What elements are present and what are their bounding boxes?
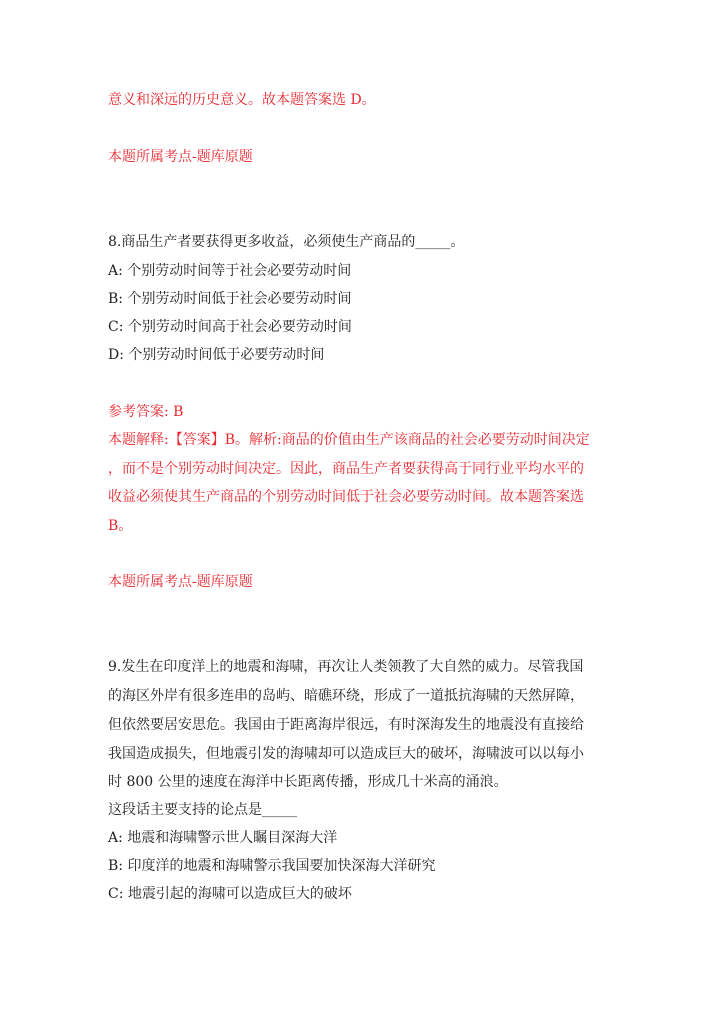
q8-option-c: C: 个别劳动时间高于社会必要劳动时间 [108,319,352,335]
q9-stem-line-3: 但依然要居安思危。我国由于距离海岸很远，有时深海发生的地震没有直接给 [108,717,584,733]
q9-stem-line-5: 时 800 公里的速度在海洋中长距离传播，形成几十米高的涌浪。 [108,774,508,790]
q8-answer: 参考答案: B [108,404,184,420]
q8-stem: 8.商品生产者要获得更多收益，必须使生产商品的_____。 [108,234,465,250]
q8-option-a: A: 个别劳动时间等于社会必要劳动时间 [108,263,352,279]
previous-source-note: 本题所属考点-题库原题 [108,149,253,165]
q9-stem-line-1: 9.发生在印度洋上的地震和海啸，再次让人类领教了大自然的威力。尽管我国 [108,659,584,675]
q8-explanation-line-3: 收益必须使其生产商品的个别劳动时间低于社会必要劳动时间。故本题答案选 [108,489,584,505]
q9-prompt: 这段话主要支持的论点是_____ [108,802,297,818]
previous-explanation-tail: 意义和深远的历史意义。故本题答案选 D。 [108,92,376,108]
q8-explanation-line-2: ，而不是个别劳动时间决定。因此，商品生产者要获得高于同行业平均水平的 [108,461,584,477]
q9-option-a: A: 地震和海啸警示世人瞩目深海大洋 [108,830,338,846]
q8-option-d: D: 个别劳动时间低于必要劳动时间 [108,347,325,363]
q8-explanation-line-1: 本题解释:【答案】B。解析:商品的价值由生产该商品的社会必要劳动时间决定 [108,432,590,448]
q9-stem-line-4: 我国造成损失，但地震引发的海啸却可以造成巨大的破坏，海啸波可以以每小 [108,746,584,762]
q8-source-note: 本题所属考点-题库原题 [108,574,253,590]
q9-stem-line-2: 的海区外岸有很多连串的岛屿、暗礁环绕，形成了一道抵抗海啸的天然屏障， [108,688,584,704]
q8-option-b: B: 个别劳动时间低于社会必要劳动时间 [108,291,352,307]
q9-option-b: B: 印度洋的地震和海啸警示我国要加快深海大洋研究 [108,858,436,874]
q9-option-c: C: 地震引起的海啸可以造成巨大的破坏 [108,886,352,902]
q8-explanation-line-4: B。 [108,518,133,534]
